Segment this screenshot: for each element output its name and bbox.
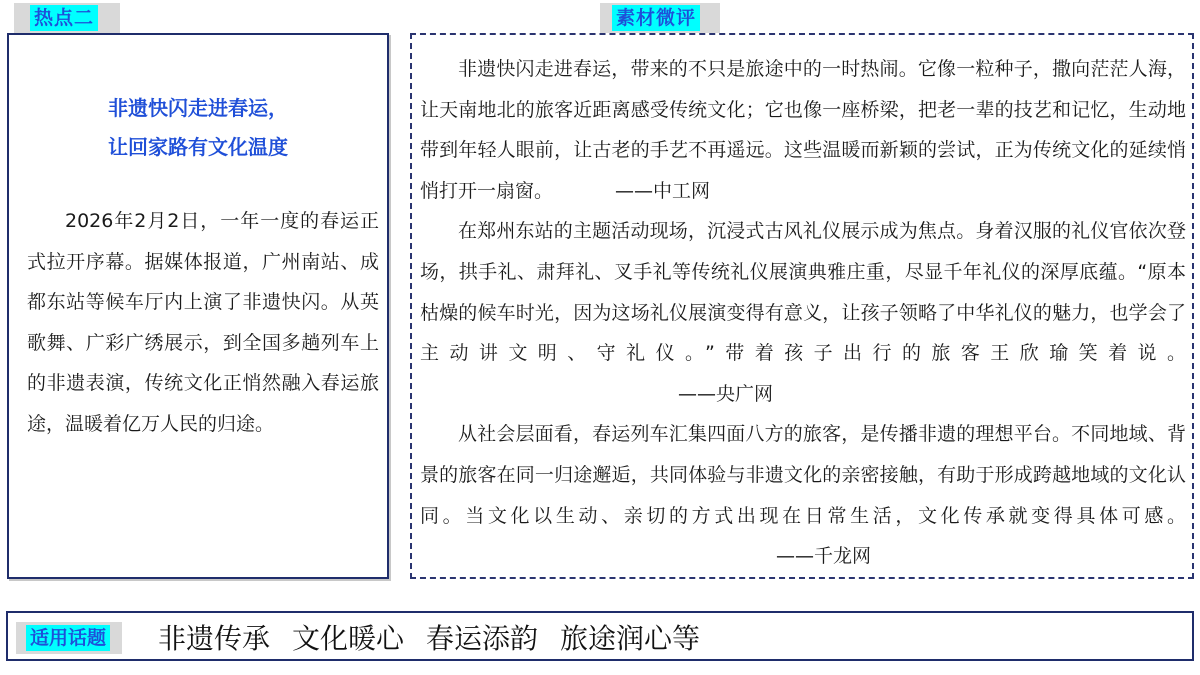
review-paragraph-text: 非遗快闪走进春运，带来的不只是旅途中的一时热闹。它像一粒种子，撒向茫茫人海，让天南地北的旅客近距离感受传统文化；它也像一座桥梁，把老一辈的技艺和记忆，生动地带到年轻人眼前，让古老的手艺不再遥远。这些温暖而新颖的尝试，正为传统文化的延续悄悄打开一扇窗。 — [420, 58, 1186, 202]
news-panel — [7, 33, 389, 579]
review-source: ——中工网 — [615, 179, 711, 202]
review-paragraph — [420, 414, 1186, 576]
applicable-topics-bar — [6, 611, 1194, 661]
hot-topic-tag — [14, 3, 120, 33]
topic-item: 非遗传承 — [158, 622, 271, 655]
topic-list — [158, 617, 722, 657]
review-paragraph-text: 在郑州东站的主题活动现场，沉浸式古风礼仪展示成为焦点。身着汉服的礼仪官依次登场，拱手礼、肃拜礼、叉手礼等传统礼仪展演典雅庄重，尽显千年礼仪的深厚底蕴。“原本枯燥的候车时光，因为这场礼仪展演变得有意义，让孩子领略了中华礼仪的魅力，也学会了主动讲文明、守礼仪。”带着孩子出行的旅客王欣瑜笑着说。 — [420, 220, 1186, 365]
applicable-topics-tag — [16, 622, 122, 654]
material-review-label: 素材微评 — [612, 5, 700, 31]
review-panel — [410, 33, 1194, 579]
news-body: 2026年2月2日，一年一度的春运正式拉开序幕。据媒体报道，广州南站、成都东站等候车厅内上演了非遗快闪。从英歌舞、广彩广绣展示，到全国多趟列车上的非遗表演，传统文化正悄然融入春运旅途，温暖着亿万人民的归途。 — [27, 210, 379, 435]
topic-item: 文化暖心 — [292, 622, 405, 655]
review-paragraph-text: 从社会层面看，春运列车汇集四面八方的旅客，是传播非遗的理想平台。不同地域、背景的旅客在同一归途邂逅，共同体验与非遗文化的亲密接触，有助于形成跨越地域的文化认同。当文化以生动、亲切的方式出现在日常生活，文化传承就变得具体可感。 — [420, 423, 1186, 527]
review-source: ——千龙网 — [776, 545, 872, 568]
review-paragraph — [420, 211, 1186, 414]
news-title-line2: 让回家路有文化温度 — [108, 135, 288, 159]
applicable-topics-label: 适用话题 — [26, 625, 110, 651]
news-title-line1: 非遗快闪走进春运， — [108, 96, 288, 120]
review-body — [420, 49, 1186, 577]
topic-item: 旅途润心等 — [560, 622, 701, 655]
material-review-tag — [600, 3, 720, 33]
hot-topic-label: 热点二 — [30, 5, 98, 31]
review-paragraph — [420, 49, 1186, 211]
topic-item: 春运添韵 — [426, 622, 539, 655]
news-title — [9, 89, 387, 167]
review-source: ——央广网 — [678, 382, 774, 405]
